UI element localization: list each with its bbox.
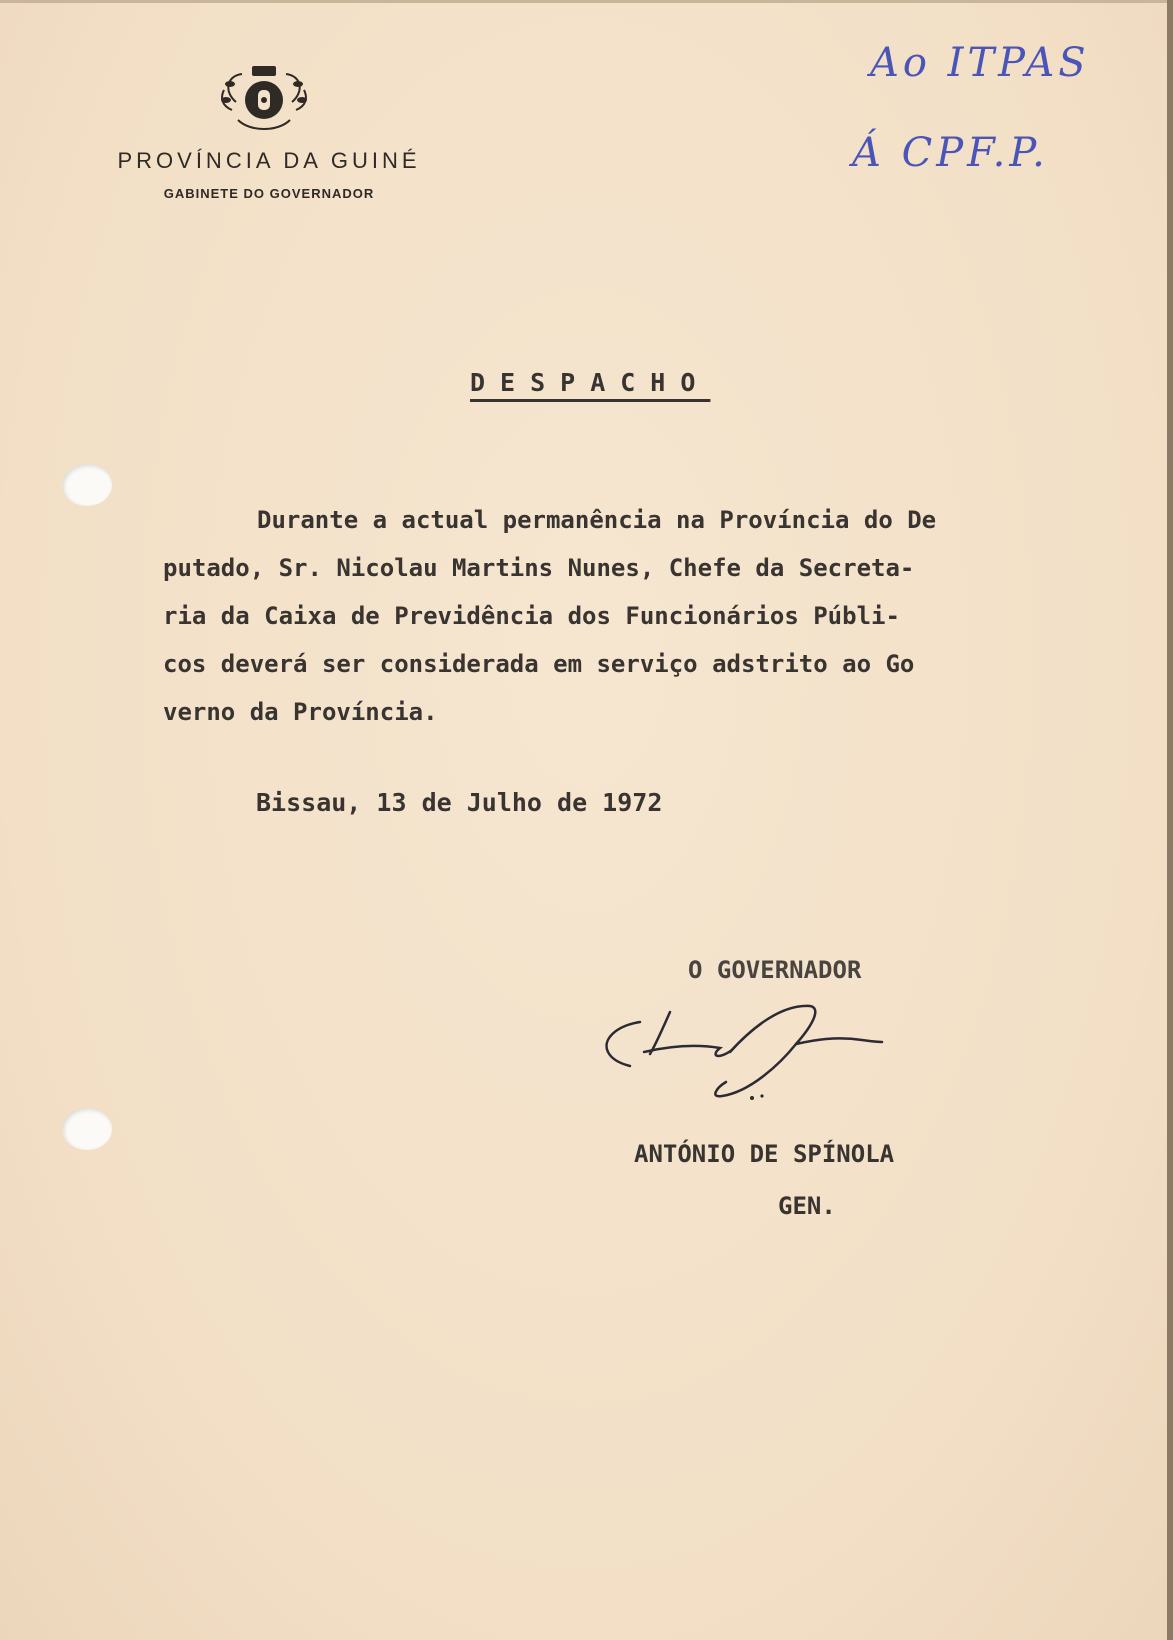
punch-hole <box>62 464 112 506</box>
letterhead-title: PROVÍNCIA DA GUINÉ <box>117 148 421 173</box>
handwritten-signature-icon <box>600 1000 910 1110</box>
handwritten-note-1: Ao ITPAS <box>870 40 1090 86</box>
signatory-rank: GEN. <box>778 1192 836 1220</box>
signatory-name: ANTÓNIO DE SPÍNOLA <box>634 1140 895 1168</box>
letterhead-subtitle: GABINETE DO GOVERNADOR <box>163 186 375 201</box>
handwritten-note-2: Á CPF.P. <box>852 130 1049 176</box>
date-line: Bissau, 13 de Julho de 1972 <box>256 788 663 817</box>
body-line: Durante a actual permanência na Província do De <box>257 506 937 534</box>
punch-hole <box>62 1108 112 1150</box>
coat-of-arms-icon <box>214 62 314 138</box>
signatory-title: O GOVERNADOR <box>688 956 862 984</box>
document-heading: DESPACHO <box>470 368 711 397</box>
body-line: cos deverá ser considerada em serviço adstrito ao Go <box>163 650 915 678</box>
body-line: verno da Província. <box>163 698 438 726</box>
page-right-edge <box>1167 0 1173 1640</box>
body-line: ria da Caixa de Previdência dos Funcionários Públi- <box>163 602 900 630</box>
document-body <box>163 496 1118 736</box>
page-top-edge <box>0 0 1173 3</box>
body-line: putado, Sr. Nicolau Martins Nunes, Chefe da Secreta- <box>163 554 915 582</box>
